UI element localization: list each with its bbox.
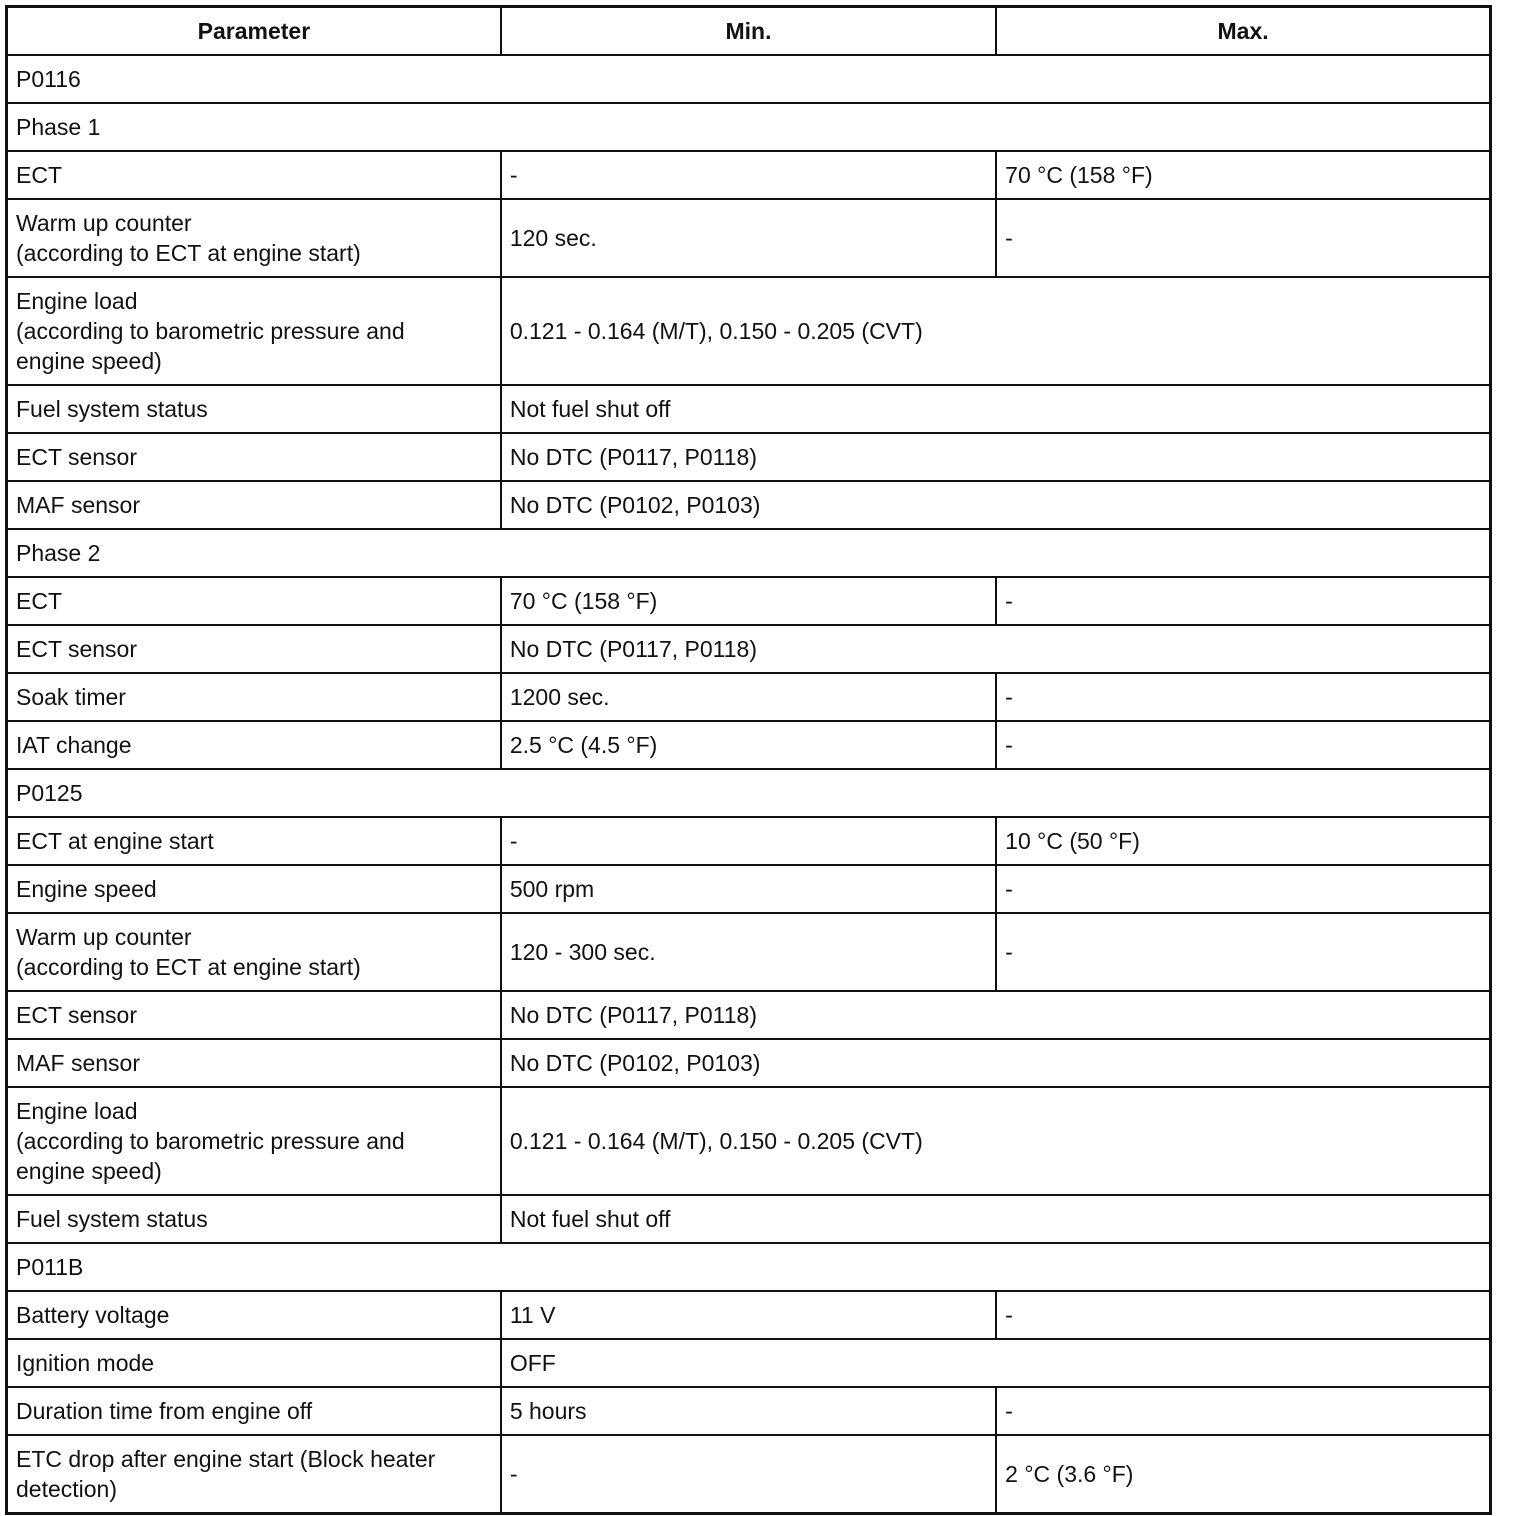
parameter-line: (according to ECT at engine start) bbox=[16, 954, 361, 980]
parameter-line: engine speed) bbox=[16, 1158, 162, 1184]
max-cell: 10 °C (50 °F) bbox=[996, 817, 1490, 865]
min-cell: 500 rpm bbox=[501, 865, 996, 913]
table-row bbox=[7, 913, 1491, 991]
parameter-cell bbox=[7, 151, 501, 199]
parameter-line: Engine speed bbox=[16, 876, 157, 902]
parameter-line: Warm up counter bbox=[16, 210, 192, 236]
conditions-table bbox=[5, 5, 1492, 1515]
parameter-line: MAF sensor bbox=[16, 1050, 140, 1076]
parameter-line: Duration time from engine off bbox=[16, 1398, 313, 1424]
table-row bbox=[7, 481, 1491, 529]
parameter-cell bbox=[7, 1195, 501, 1243]
min-cell: - bbox=[501, 151, 996, 199]
min-cell: 120 - 300 sec. bbox=[501, 913, 996, 991]
parameter-line: ECT bbox=[16, 162, 62, 188]
parameter-cell bbox=[7, 277, 501, 385]
min-cell: - bbox=[501, 817, 996, 865]
parameter-line: ECT at engine start bbox=[16, 828, 214, 854]
header-parameter: Parameter bbox=[7, 7, 501, 56]
parameter-cell bbox=[7, 1039, 501, 1087]
value-cell: No DTC (P0117, P0118) bbox=[501, 433, 1491, 481]
min-cell: 5 hours bbox=[501, 1387, 996, 1435]
parameter-line: ECT sensor bbox=[16, 1002, 138, 1028]
max-cell: - bbox=[996, 199, 1490, 277]
table-row bbox=[7, 1435, 1491, 1514]
table-row bbox=[7, 1339, 1491, 1387]
max-cell: 2 °C (3.6 °F) bbox=[996, 1435, 1490, 1514]
parameter-line: (according to barometric pressure and bbox=[16, 1128, 405, 1154]
max-cell: - bbox=[996, 1387, 1490, 1435]
header-min: Min. bbox=[501, 7, 996, 56]
section-label: P0116 bbox=[7, 55, 1491, 103]
max-cell: - bbox=[996, 721, 1490, 769]
section-row bbox=[7, 529, 1491, 577]
value-cell: No DTC (P0102, P0103) bbox=[501, 481, 1491, 529]
parameter-line: MAF sensor bbox=[16, 492, 140, 518]
parameter-line: detection) bbox=[16, 1476, 118, 1502]
parameter-cell bbox=[7, 1435, 501, 1514]
parameter-cell bbox=[7, 991, 501, 1039]
table-body bbox=[7, 55, 1491, 1514]
table-row bbox=[7, 1087, 1491, 1195]
parameter-cell bbox=[7, 1291, 501, 1339]
parameter-line: ECT sensor bbox=[16, 444, 138, 470]
header-row bbox=[7, 7, 1491, 56]
table-row bbox=[7, 673, 1491, 721]
parameter-line: Engine load bbox=[16, 288, 138, 314]
parameter-cell bbox=[7, 913, 501, 991]
table-row bbox=[7, 1387, 1491, 1435]
parameter-line: Warm up counter bbox=[16, 924, 192, 950]
value-cell: No DTC (P0102, P0103) bbox=[501, 1039, 1491, 1087]
min-cell: 2.5 °C (4.5 °F) bbox=[501, 721, 996, 769]
parameter-line: IAT change bbox=[16, 732, 132, 758]
parameter-line: Fuel system status bbox=[16, 396, 208, 422]
parameter-line: ECT sensor bbox=[16, 636, 138, 662]
table-row bbox=[7, 817, 1491, 865]
table-row bbox=[7, 433, 1491, 481]
section-label: Phase 2 bbox=[7, 529, 1491, 577]
table-row bbox=[7, 1195, 1491, 1243]
parameter-cell bbox=[7, 1387, 501, 1435]
parameter-line: (according to barometric pressure and bbox=[16, 318, 405, 344]
table-row bbox=[7, 865, 1491, 913]
parameter-cell bbox=[7, 625, 501, 673]
parameter-line: Battery voltage bbox=[16, 1302, 170, 1328]
min-cell: 11 V bbox=[501, 1291, 996, 1339]
parameter-cell bbox=[7, 721, 501, 769]
parameter-cell bbox=[7, 433, 501, 481]
value-cell: Not fuel shut off bbox=[501, 1195, 1491, 1243]
table-row bbox=[7, 1291, 1491, 1339]
parameter-line: Engine load bbox=[16, 1098, 138, 1124]
table-row bbox=[7, 991, 1491, 1039]
max-cell: - bbox=[996, 577, 1490, 625]
parameter-cell bbox=[7, 577, 501, 625]
value-cell: No DTC (P0117, P0118) bbox=[501, 625, 1491, 673]
section-row bbox=[7, 769, 1491, 817]
parameter-cell bbox=[7, 673, 501, 721]
max-cell: - bbox=[996, 913, 1490, 991]
parameter-line: (according to ECT at engine start) bbox=[16, 240, 361, 266]
value-cell: No DTC (P0117, P0118) bbox=[501, 991, 1491, 1039]
parameter-line: engine speed) bbox=[16, 348, 162, 374]
section-label: P011B bbox=[7, 1243, 1491, 1291]
section-row bbox=[7, 103, 1491, 151]
section-label: Phase 1 bbox=[7, 103, 1491, 151]
max-cell: - bbox=[996, 1291, 1490, 1339]
min-cell: - bbox=[501, 1435, 996, 1514]
max-cell: - bbox=[996, 865, 1490, 913]
value-cell: 0.121 - 0.164 (M/T), 0.150 - 0.205 (CVT) bbox=[501, 277, 1491, 385]
parameter-cell bbox=[7, 865, 501, 913]
table-row bbox=[7, 385, 1491, 433]
max-cell: 70 °C (158 °F) bbox=[996, 151, 1490, 199]
section-label: P0125 bbox=[7, 769, 1491, 817]
section-row bbox=[7, 1243, 1491, 1291]
table-row bbox=[7, 151, 1491, 199]
table-row bbox=[7, 625, 1491, 673]
parameter-cell bbox=[7, 199, 501, 277]
table-row bbox=[7, 577, 1491, 625]
value-cell: OFF bbox=[501, 1339, 1491, 1387]
parameter-cell bbox=[7, 385, 501, 433]
parameter-cell bbox=[7, 1339, 501, 1387]
parameter-cell bbox=[7, 481, 501, 529]
parameter-line: ECT bbox=[16, 588, 62, 614]
table-row bbox=[7, 277, 1491, 385]
value-cell: Not fuel shut off bbox=[501, 385, 1491, 433]
header-max: Max. bbox=[996, 7, 1490, 56]
parameter-line: Soak timer bbox=[16, 684, 126, 710]
parameter-cell bbox=[7, 817, 501, 865]
parameter-line: Ignition mode bbox=[16, 1350, 155, 1376]
table-row bbox=[7, 1039, 1491, 1087]
table-row bbox=[7, 199, 1491, 277]
min-cell: 1200 sec. bbox=[501, 673, 996, 721]
parameter-line: Fuel system status bbox=[16, 1206, 208, 1232]
section-row bbox=[7, 55, 1491, 103]
parameter-cell bbox=[7, 1087, 501, 1195]
min-cell: 120 sec. bbox=[501, 199, 996, 277]
value-cell: 0.121 - 0.164 (M/T), 0.150 - 0.205 (CVT) bbox=[501, 1087, 1491, 1195]
parameter-line: ETC drop after engine start (Block heater bbox=[16, 1446, 436, 1472]
min-cell: 70 °C (158 °F) bbox=[501, 577, 996, 625]
table-row bbox=[7, 721, 1491, 769]
max-cell: - bbox=[996, 673, 1490, 721]
